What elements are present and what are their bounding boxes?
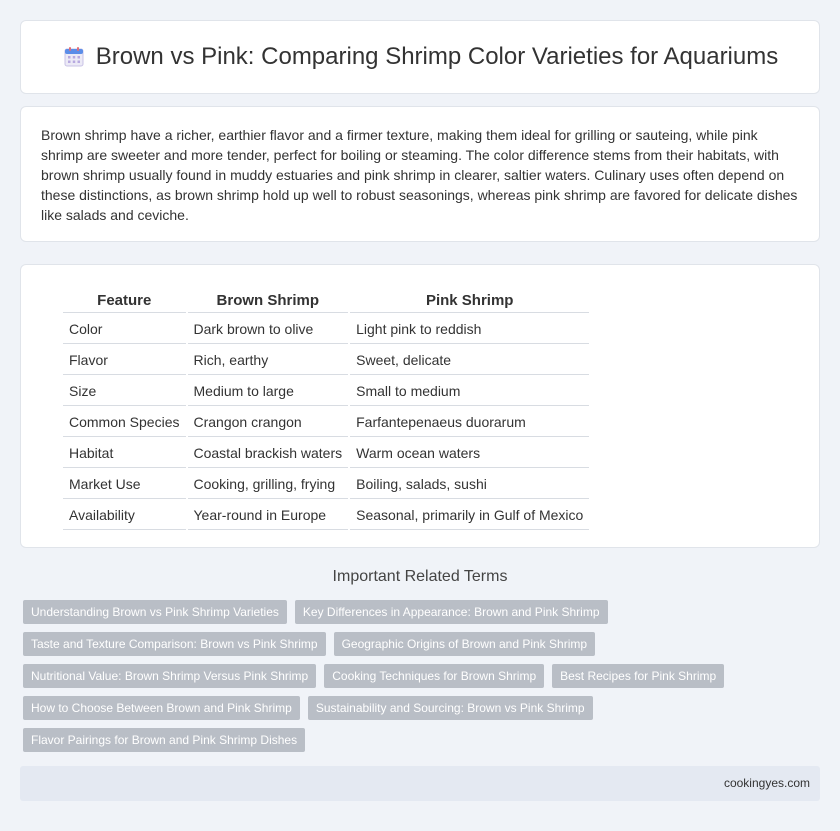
table-row (63, 315, 589, 344)
table-cell: Coastal brackish waters (188, 439, 349, 468)
table-cell: Common Species (63, 408, 186, 437)
header-card (20, 20, 820, 94)
table-row (63, 377, 589, 406)
footer (20, 766, 820, 801)
table-cell: Warm ocean waters (350, 439, 589, 468)
table-row (63, 439, 589, 468)
related-term-tag[interactable]: Cooking Techniques for Brown Shrimp (324, 664, 544, 688)
table-cell: Dark brown to olive (188, 315, 349, 344)
table-cell: Availability (63, 501, 186, 530)
table-cell: Farfantepenaeus duorarum (350, 408, 589, 437)
table-cell: Rich, earthy (188, 346, 349, 375)
tag-row (23, 664, 823, 688)
related-term-tag[interactable]: Geographic Origins of Brown and Pink Shrimp (334, 632, 595, 656)
calendar-icon (62, 45, 86, 69)
table-cell: Cooking, grilling, frying (188, 470, 349, 499)
tag-row (23, 728, 823, 752)
related-terms-list (23, 600, 823, 760)
table-row (63, 346, 589, 375)
page-title: Brown vs Pink: Comparing Shrimp Color Varieties for Aquariums (95, 43, 779, 70)
table-row (63, 501, 589, 530)
comparison-table-card (20, 264, 820, 548)
table-cell: Medium to large (188, 377, 349, 406)
related-term-tag[interactable]: Flavor Pairings for Brown and Pink Shrimp Dishes (23, 728, 305, 752)
related-terms-title: Important Related Terms (332, 568, 508, 585)
table-row (63, 470, 589, 499)
table-cell: Flavor (63, 346, 186, 375)
column-header-brown: Brown Shrimp (188, 287, 349, 313)
table-cell: Boiling, salads, sushi (350, 470, 589, 499)
table-cell: Size (63, 377, 186, 406)
comparison-table (61, 285, 591, 532)
table-cell: Year-round in Europe (188, 501, 349, 530)
related-term-tag[interactable]: Best Recipes for Pink Shrimp (552, 664, 724, 688)
table-cell: Market Use (63, 470, 186, 499)
table-cell: Crangon crangon (188, 408, 349, 437)
tag-row (23, 600, 823, 624)
column-header-feature: Feature (63, 287, 186, 313)
table-row (63, 408, 589, 437)
related-term-tag[interactable]: Sustainability and Sourcing: Brown vs Pink Shrimp (308, 696, 593, 720)
column-header-pink: Pink Shrimp (350, 287, 589, 313)
table-cell: Small to medium (350, 377, 589, 406)
table-cell: Light pink to reddish (350, 315, 589, 344)
related-term-tag[interactable]: Nutritional Value: Brown Shrimp Versus Pink Shrimp (23, 664, 316, 688)
table-cell: Color (63, 315, 186, 344)
table-cell: Habitat (63, 439, 186, 468)
table-cell: Seasonal, primarily in Gulf of Mexico (350, 501, 589, 530)
related-term-tag[interactable]: Understanding Brown vs Pink Shrimp Varieties (23, 600, 287, 624)
footer-site[interactable]: cookingyes.com (723, 776, 810, 790)
table-header-row (63, 287, 589, 313)
related-term-tag[interactable]: Taste and Texture Comparison: Brown vs Pink Shrimp (23, 632, 326, 656)
intro-card (20, 106, 820, 242)
tag-row (23, 632, 823, 656)
table-cell: Sweet, delicate (350, 346, 589, 375)
intro-paragraph: Brown shrimp have a richer, earthier flavor and a firmer texture, making them ideal for grilling or sauteing, while pink shrimp are sweeter and more tender, perfect for boiling or steaming. The color difference stems from their habitats, with brown shrimp usually found in muddy estuaries and pink shrimp in clearer, saltier waters. Culinary uses often depend on these distinctions, as brown shrimp hold up well to robust seasonings, whereas pink shrimp are favored for delicate dishes like salads and ceviche. (41, 127, 798, 223)
related-term-tag[interactable]: How to Choose Between Brown and Pink Shrimp (23, 696, 300, 720)
related-term-tag[interactable]: Key Differences in Appearance: Brown and Pink Shrimp (295, 600, 608, 624)
tag-row (23, 696, 823, 720)
